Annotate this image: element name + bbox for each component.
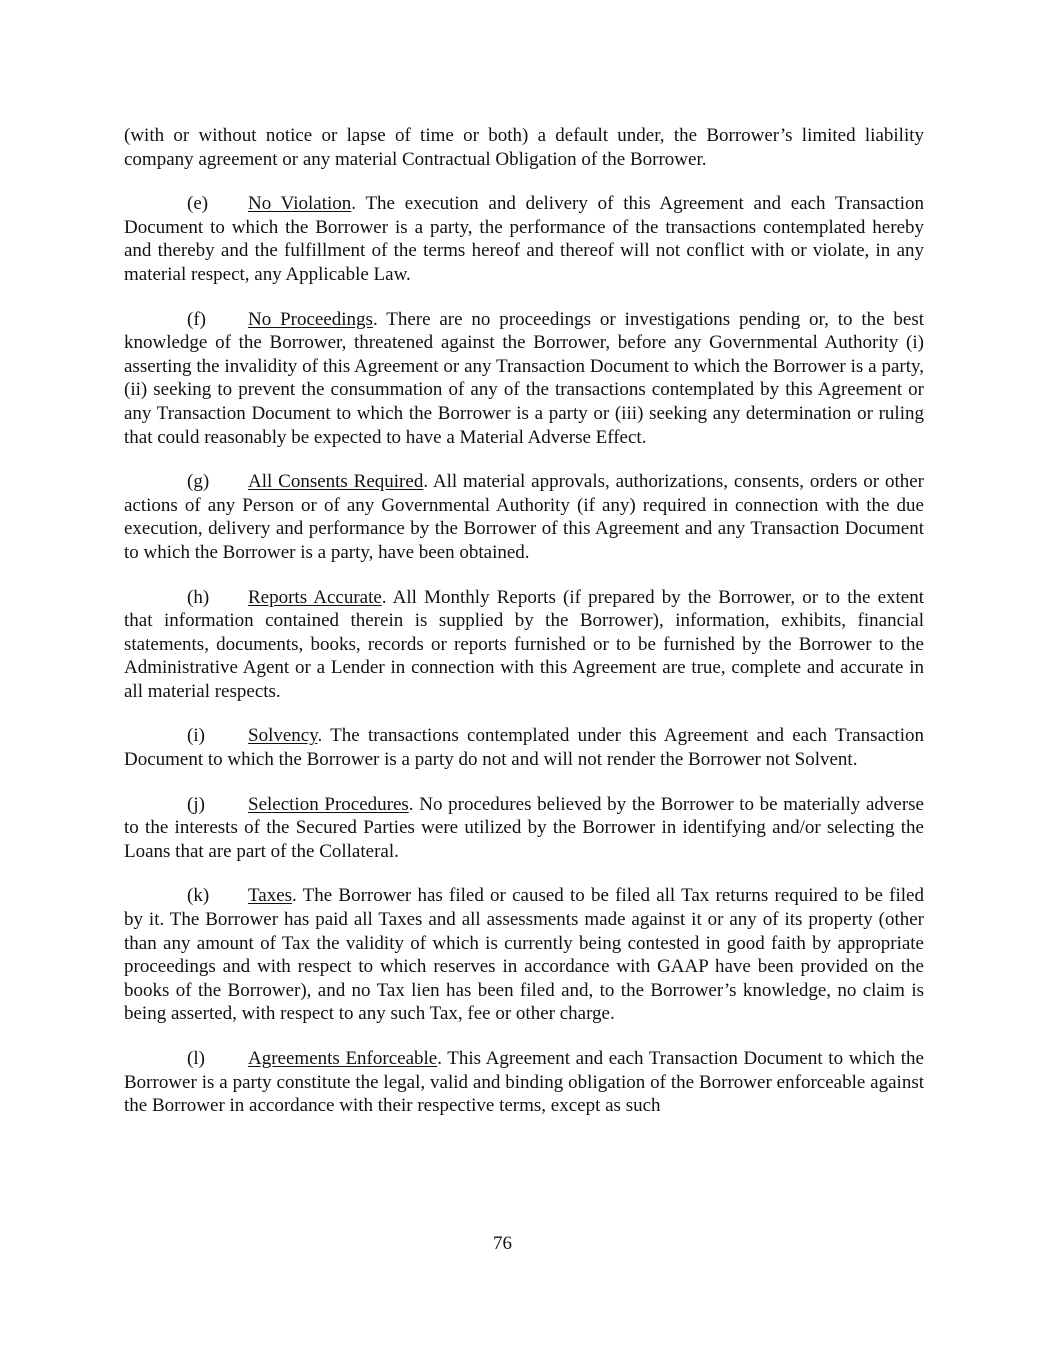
- section-body: There are no proceedings or investigations pending or, to the best knowledge of the Borrower, threatened against the Borrower, before any Governmental Authority (i) asserting the invalidity of this Agreement or any Transaction Document to which the Borrower is a party, (ii) seeking to prevent the consummation of any of the transactions contemplated by this Agreement or any Transaction Document to which the Borrower is a party or (iii) seeking any determination or ruling that could reasonably be expected to have a Material Adverse Effect.: [124, 308, 925, 448]
- section-heading: Agreements Enforceable: [248, 1048, 438, 1069]
- section-heading-punct: .: [317, 725, 323, 747]
- section-h-paragraph: [124, 586, 924, 704]
- section-heading: Selection Procedures: [248, 793, 409, 815]
- section-heading: No Violation: [248, 193, 352, 215]
- page-number: 76: [493, 1233, 512, 1254]
- section-i-paragraph: [124, 724, 924, 771]
- section-body: All material approvals, authorizations, consents, orders or other actions of any Person or of any Governmental Authority (if any) required in connection with the due execution, delivery and performance by the Borrower of this Agreement and any Transaction Document to which the Borrower is a party, have been obtained.: [124, 471, 924, 563]
- section-body: The Borrower has filed or caused to be filed all Tax returns required to be filed by it. The Borrower has paid all Taxes and all assessments made against it or any of its property (other than any amount of Tax the validity of which is currently being contested in good faith by appropriate proceedings and with respect to which reserves in accordance with GAAP have been provided on the books of the Borrower), and no Tax lien has been filed and, to the Borrower’s knowledge, no claim is being asserted, with respect to any such Tax, fee or other charge.: [124, 885, 924, 1025]
- section-body: The execution and delivery of this Agreement and each Transaction Document to which the Borrower is a party, the performance of the transactions contemplated hereby and thereby and the fulfillment of the terms hereof and thereof will not conflict with or violate, in any material respect, any Applicable Law.: [124, 193, 924, 285]
- section-heading: All Consents Required: [248, 471, 424, 493]
- section-heading: Solvency: [248, 725, 318, 747]
- section-heading-punct: .: [372, 308, 378, 330]
- section-body: The transactions contemplated under this Agreement and each Transaction Document to which the Borrower is a party do not and will not render the Borrower not Solvent.: [124, 725, 924, 771]
- section-label: (l): [187, 1048, 205, 1069]
- continuation-paragraph: (with or without notice or lapse of time or both) a default under, the Borrower’s limited liability company agreement or any material Contractual Obligation of the Borrower.: [124, 125, 924, 170]
- section-body: This Agreement and each Transaction Document to which the Borrower is a party constitute the legal, valid and binding obligation of the Borrower enforceable against the Borrower in accordance with their respective terms, except as such: [124, 1048, 924, 1117]
- section-e-paragraph: [124, 192, 924, 286]
- section-j-paragraph: [124, 793, 924, 864]
- section-k-paragraph: [124, 884, 924, 1026]
- section-heading-punct: .: [351, 193, 357, 215]
- section-l-paragraph: [124, 1047, 924, 1118]
- section-g-paragraph: [124, 470, 924, 564]
- section-label: (f): [187, 308, 206, 330]
- section-heading: No Proceedings: [248, 308, 373, 330]
- page-body: [124, 124, 924, 1139]
- section-heading-punct: .: [408, 793, 414, 815]
- section-heading: Taxes: [248, 885, 293, 907]
- section-label: (h): [187, 586, 210, 608]
- section-label: (e): [187, 193, 209, 215]
- section-heading-punct: .: [292, 885, 297, 907]
- section-label: (j): [187, 793, 205, 815]
- section-body: All Monthly Reports (if prepared by the Borrower, or to the extent that information contained therein is supplied by the Borrower), information, exhibits, financial statements, documents, books, records or reports furnished or to be furnished by the Borrower to the Administrative Agent or a Lender in connection with this Agreement are true, complete and accurate in all material respects.: [124, 586, 924, 702]
- section-label: (k): [187, 885, 210, 907]
- section-label: (i): [187, 725, 205, 747]
- section-label: (g): [187, 471, 210, 493]
- section-heading: Reports Accurate: [248, 586, 382, 608]
- section-body: No procedures believed by the Borrower to be materially adverse to the interests of the Secured Parties were utilized by the Borrower in identifying and/or selecting the Loans that are part of the Collateral.: [124, 793, 924, 862]
- section-heading-punct: .: [423, 471, 429, 493]
- section-f-paragraph: [124, 308, 924, 450]
- section-heading-punct: .: [381, 586, 387, 608]
- section-heading-punct: .: [437, 1048, 442, 1069]
